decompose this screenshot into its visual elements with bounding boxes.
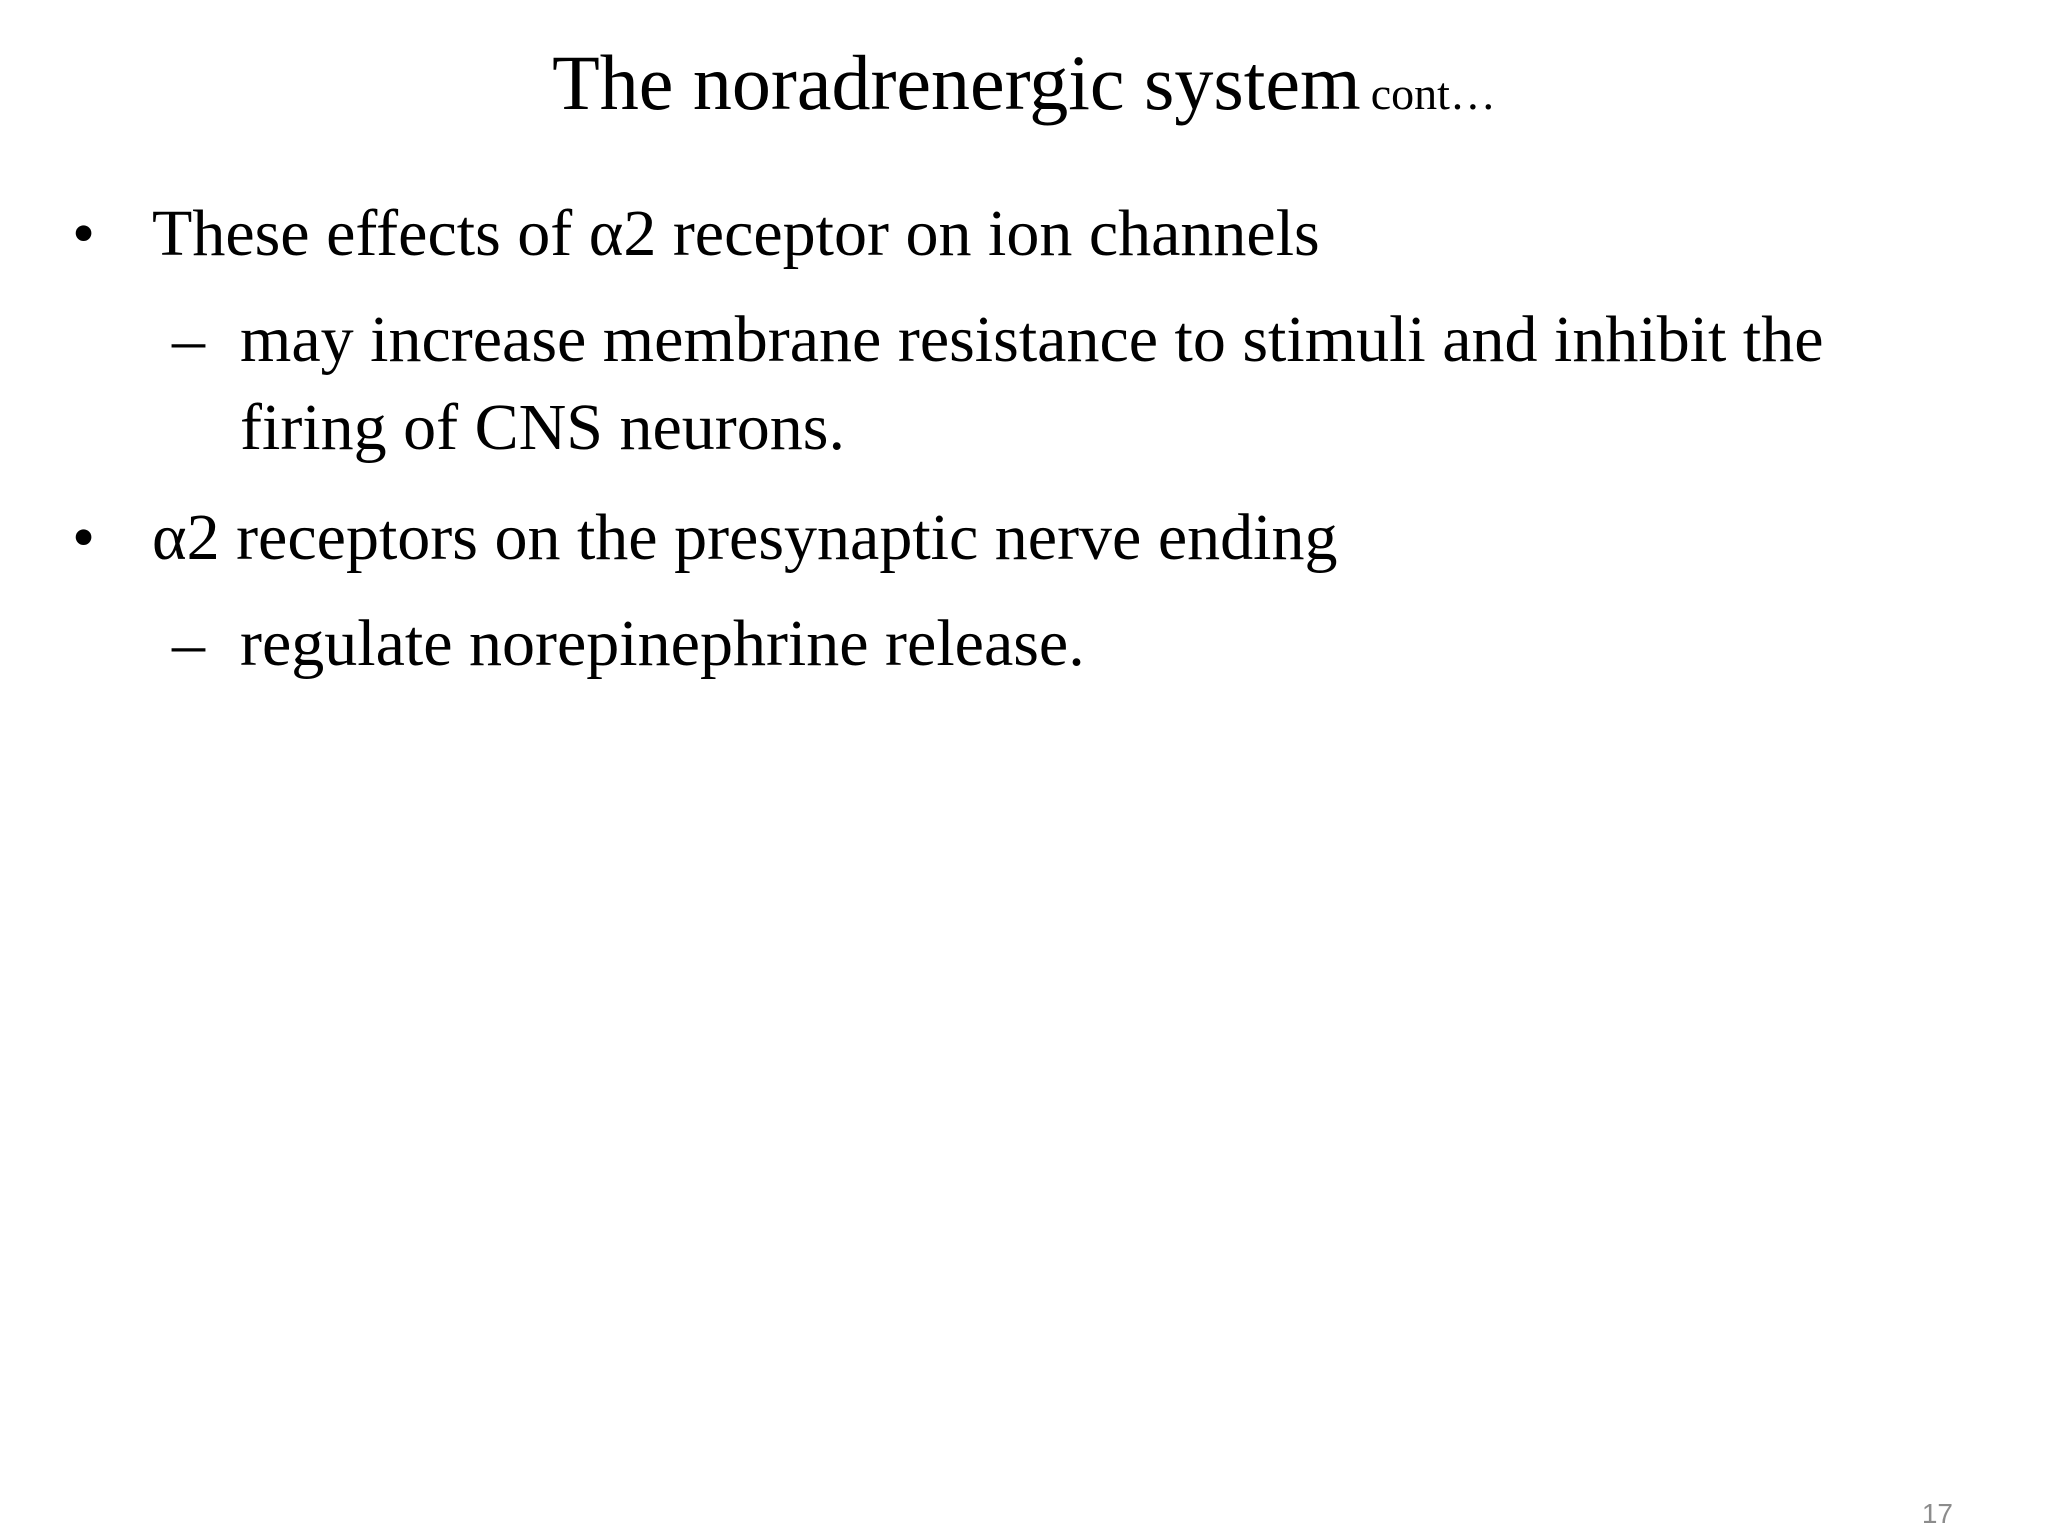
bullet-text: α2 receptors on the presynaptic nerve ending [152, 501, 1338, 574]
bullet-item-1 [0, 190, 2048, 278]
sub-bullet-text: regulate norepinephrine release. [240, 607, 1085, 680]
slide-title [0, 40, 2048, 126]
page-number: 17 [1921, 1498, 1953, 1529]
bullet-item-2 [0, 494, 2048, 582]
slide-title-suffix: cont… [1370, 68, 1496, 119]
sub-bullet-marker: – [172, 607, 205, 680]
sub-bullet-item-2 [0, 600, 2048, 688]
sub-bullet-text: may increase membrane resistance to stimuli and inhibit the firing of CNS neurons. [240, 303, 1824, 464]
bullet-marker: • [72, 501, 96, 574]
sub-bullet-marker: – [172, 303, 205, 376]
sub-bullet-item-1 [0, 296, 2048, 472]
bullet-marker: • [72, 197, 96, 270]
bullet-text: These effects of α2 receptor on ion channels [152, 197, 1320, 270]
slide-title-main: The noradrenergic system [552, 39, 1361, 126]
